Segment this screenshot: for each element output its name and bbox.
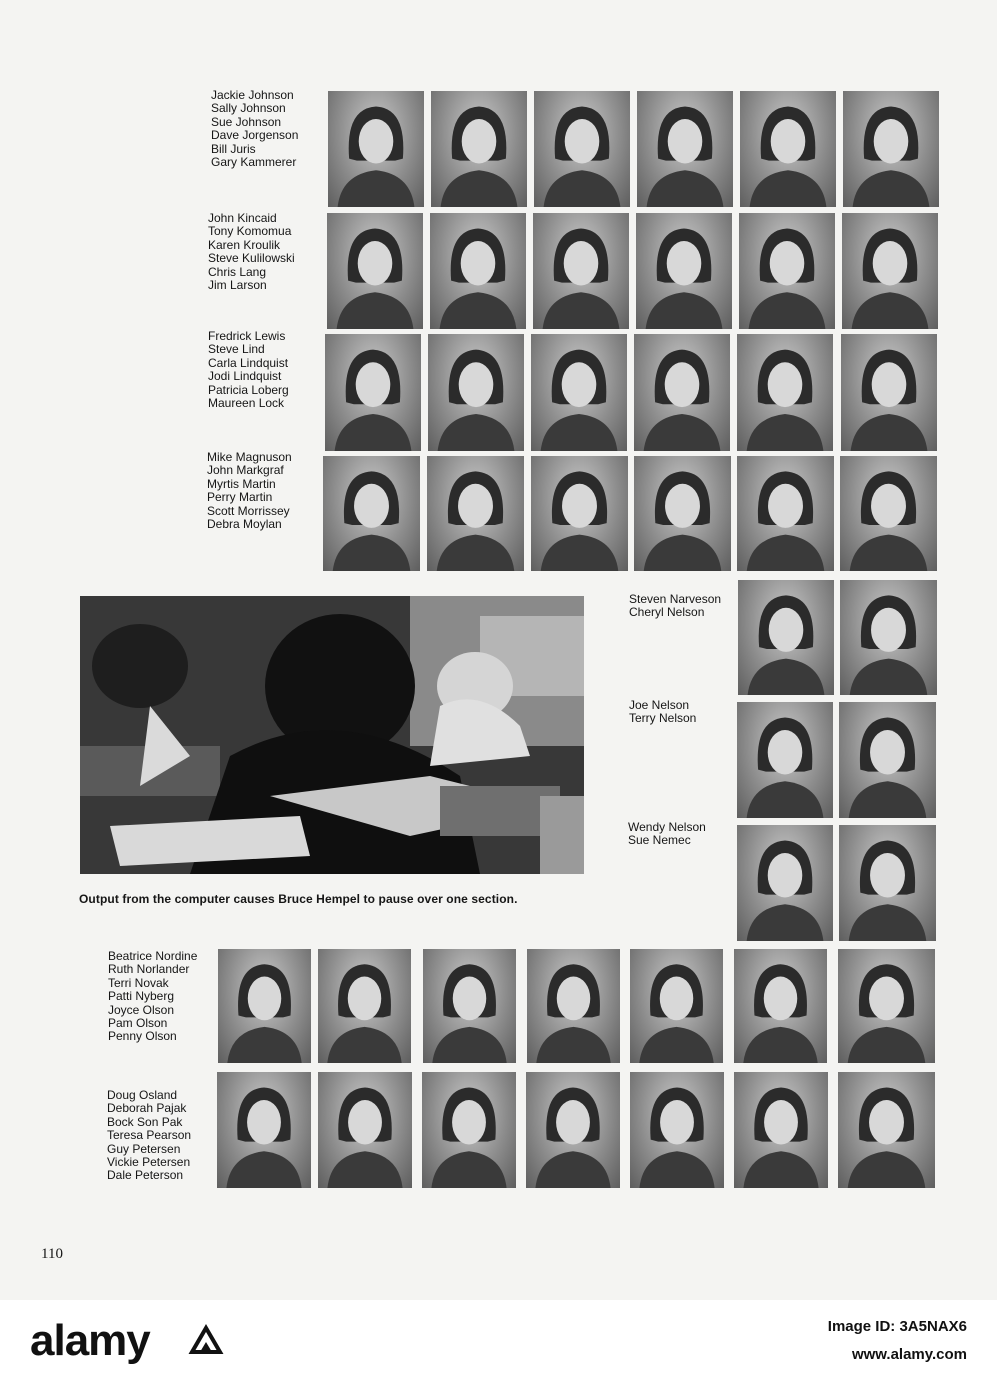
portrait-silhouette [740, 91, 836, 207]
portrait-silhouette [637, 91, 733, 207]
student-name: Jodi Lindquist [208, 369, 282, 384]
portrait-silhouette [428, 334, 524, 451]
student-name: Wendy Nelson [628, 820, 706, 834]
student-name: Patricia Loberg [208, 382, 289, 397]
portrait-photo [534, 91, 630, 207]
student-name: Pam Olson [108, 1016, 168, 1031]
portrait-silhouette [630, 1072, 724, 1188]
photo-caption: Output from the computer causes Bruce Hempel to pause over one section. [79, 892, 518, 906]
watermark-url: www.alamy.com [851, 1346, 967, 1363]
student-name: Tony Komomua [208, 224, 292, 239]
portrait-photo [737, 334, 833, 451]
portrait-photo [838, 1072, 935, 1188]
portrait-photo [427, 456, 524, 571]
portrait-photo [740, 91, 836, 207]
portrait-silhouette [318, 1072, 412, 1188]
portrait-photo [737, 702, 833, 818]
portrait-silhouette [841, 334, 937, 451]
student-name: Debra Moylan [207, 517, 282, 532]
student-name: Terri Novak [108, 975, 169, 990]
student-name: Sue Nemec [628, 833, 691, 848]
student-name: Joe Nelson [629, 698, 690, 712]
portrait-silhouette [534, 91, 630, 207]
name-list-row-5 [629, 593, 721, 620]
student-name: Perry Martin [207, 490, 273, 505]
portrait-photo [531, 334, 627, 451]
portrait-silhouette [634, 456, 731, 571]
student-name: Sue Johnson [211, 114, 282, 129]
portrait-photo [422, 1072, 516, 1188]
portrait-photo [734, 949, 827, 1063]
student-name: John Kincaid [208, 211, 277, 225]
portrait-photo [327, 213, 423, 329]
portrait-silhouette [423, 949, 516, 1063]
portrait-silhouette [737, 825, 833, 941]
portrait-photo [734, 1072, 828, 1188]
portrait-silhouette [430, 213, 526, 329]
candid-classroom-photo [80, 596, 584, 874]
portrait-photo [739, 213, 835, 329]
student-name: Penny Olson [108, 1029, 177, 1044]
portrait-silhouette [843, 91, 939, 207]
portrait-photo [428, 334, 524, 451]
portrait-silhouette [531, 456, 628, 571]
image-id: Image ID: 3A5NAX6 [827, 1318, 967, 1335]
portrait-photo [630, 1072, 724, 1188]
portrait-photo [737, 456, 834, 571]
portrait-silhouette [738, 580, 834, 695]
alamy-mark-icon [188, 1322, 224, 1358]
student-name: Mike Magnuson [207, 450, 292, 464]
portrait-photo [842, 213, 938, 329]
portrait-silhouette [839, 825, 936, 941]
portrait-photo [323, 456, 420, 571]
student-name: Deborah Pajak [107, 1101, 187, 1116]
student-name: Steve Lind [208, 342, 265, 357]
portrait-photo [637, 91, 733, 207]
portrait-silhouette [327, 213, 423, 329]
student-name: Jackie Johnson [211, 88, 294, 102]
portrait-silhouette [526, 1072, 620, 1188]
portrait-silhouette [323, 456, 420, 571]
name-list-row-6 [629, 699, 696, 726]
student-name: Karen Kroulik [208, 237, 281, 252]
portrait-silhouette [737, 702, 833, 818]
portrait-photo [840, 456, 937, 571]
student-name: Doug Osland [107, 1088, 178, 1102]
student-name: Scott Morrissey [207, 503, 290, 518]
portrait-photo [737, 825, 833, 941]
student-name: Patti Nyberg [108, 989, 175, 1004]
portrait-silhouette [427, 456, 524, 571]
portrait-silhouette [328, 91, 424, 207]
portrait-photo [527, 949, 620, 1063]
portrait-photo [430, 213, 526, 329]
portrait-photo [839, 825, 936, 941]
portrait-silhouette [840, 580, 937, 695]
portrait-silhouette [838, 949, 935, 1063]
student-name: Bock Son Pak [107, 1114, 183, 1129]
student-name: John Markgraf [207, 463, 284, 478]
portrait-photo [218, 949, 311, 1063]
name-list-row-1 [211, 89, 298, 169]
portrait-photo [843, 91, 939, 207]
portrait-photo [318, 949, 411, 1063]
portrait-silhouette [842, 213, 938, 329]
name-list-row-2 [208, 212, 295, 292]
student-name: Steven Narveson [629, 592, 722, 606]
student-name: Dale Peterson [107, 1168, 184, 1183]
portrait-silhouette [739, 213, 835, 329]
portrait-photo [533, 213, 629, 329]
name-list-row-3 [208, 330, 289, 410]
portrait-silhouette [839, 702, 936, 818]
portrait-photo [839, 702, 936, 818]
portrait-photo [630, 949, 723, 1063]
portrait-silhouette [218, 949, 311, 1063]
portrait-photo [531, 456, 628, 571]
student-name: Sally Johnson [211, 101, 286, 116]
portrait-photo [841, 334, 937, 451]
student-name: Gary Kammerer [211, 155, 297, 170]
student-name: Beatrice Nordine [108, 949, 198, 963]
student-name: Joyce Olson [108, 1002, 175, 1017]
student-name: Vickie Petersen [107, 1155, 191, 1170]
portrait-silhouette [734, 949, 827, 1063]
portrait-photo [634, 456, 731, 571]
name-list-row-7 [628, 821, 706, 848]
alamy-logo: alamy [30, 1316, 150, 1365]
portrait-photo [423, 949, 516, 1063]
student-name: Maureen Lock [208, 396, 285, 411]
student-name: Fredrick Lewis [208, 329, 286, 343]
page-number: 110 [41, 1246, 63, 1262]
portrait-photo [318, 1072, 412, 1188]
portrait-silhouette [840, 456, 937, 571]
student-name: Terry Nelson [629, 711, 697, 726]
portrait-photo [634, 334, 730, 451]
student-name: Ruth Norlander [108, 962, 190, 977]
student-name: Jim Larson [208, 278, 267, 293]
student-name: Dave Jorgenson [211, 128, 299, 143]
portrait-photo [838, 949, 935, 1063]
portrait-silhouette [630, 949, 723, 1063]
portrait-silhouette [838, 1072, 935, 1188]
name-list-row-4 [207, 451, 292, 531]
portrait-silhouette [531, 334, 627, 451]
portrait-photo [217, 1072, 311, 1188]
student-name: Teresa Pearson [107, 1128, 192, 1143]
portrait-silhouette [636, 213, 732, 329]
name-list-row-8 [108, 950, 197, 1044]
student-name: Bill Juris [211, 141, 256, 156]
portrait-photo [840, 580, 937, 695]
portrait-silhouette [634, 334, 730, 451]
portrait-silhouette [533, 213, 629, 329]
student-name: Cheryl Nelson [629, 605, 705, 620]
student-name: Myrtis Martin [207, 476, 276, 491]
portrait-silhouette [318, 949, 411, 1063]
student-name: Steve Kulilowski [208, 251, 295, 266]
student-name: Guy Petersen [107, 1141, 181, 1156]
name-list-row-9 [107, 1089, 191, 1183]
portrait-photo [431, 91, 527, 207]
portrait-silhouette [217, 1072, 311, 1188]
portrait-silhouette [737, 334, 833, 451]
portrait-photo [526, 1072, 620, 1188]
portrait-silhouette [325, 334, 421, 451]
student-name: Chris Lang [208, 264, 267, 279]
portrait-silhouette [737, 456, 834, 571]
portrait-photo [636, 213, 732, 329]
portrait-photo [325, 334, 421, 451]
portrait-silhouette [734, 1072, 828, 1188]
portrait-silhouette [431, 91, 527, 207]
portrait-photo [328, 91, 424, 207]
portrait-photo [738, 580, 834, 695]
portrait-silhouette [422, 1072, 516, 1188]
portrait-silhouette [527, 949, 620, 1063]
student-name: Carla Lindquist [208, 355, 289, 370]
